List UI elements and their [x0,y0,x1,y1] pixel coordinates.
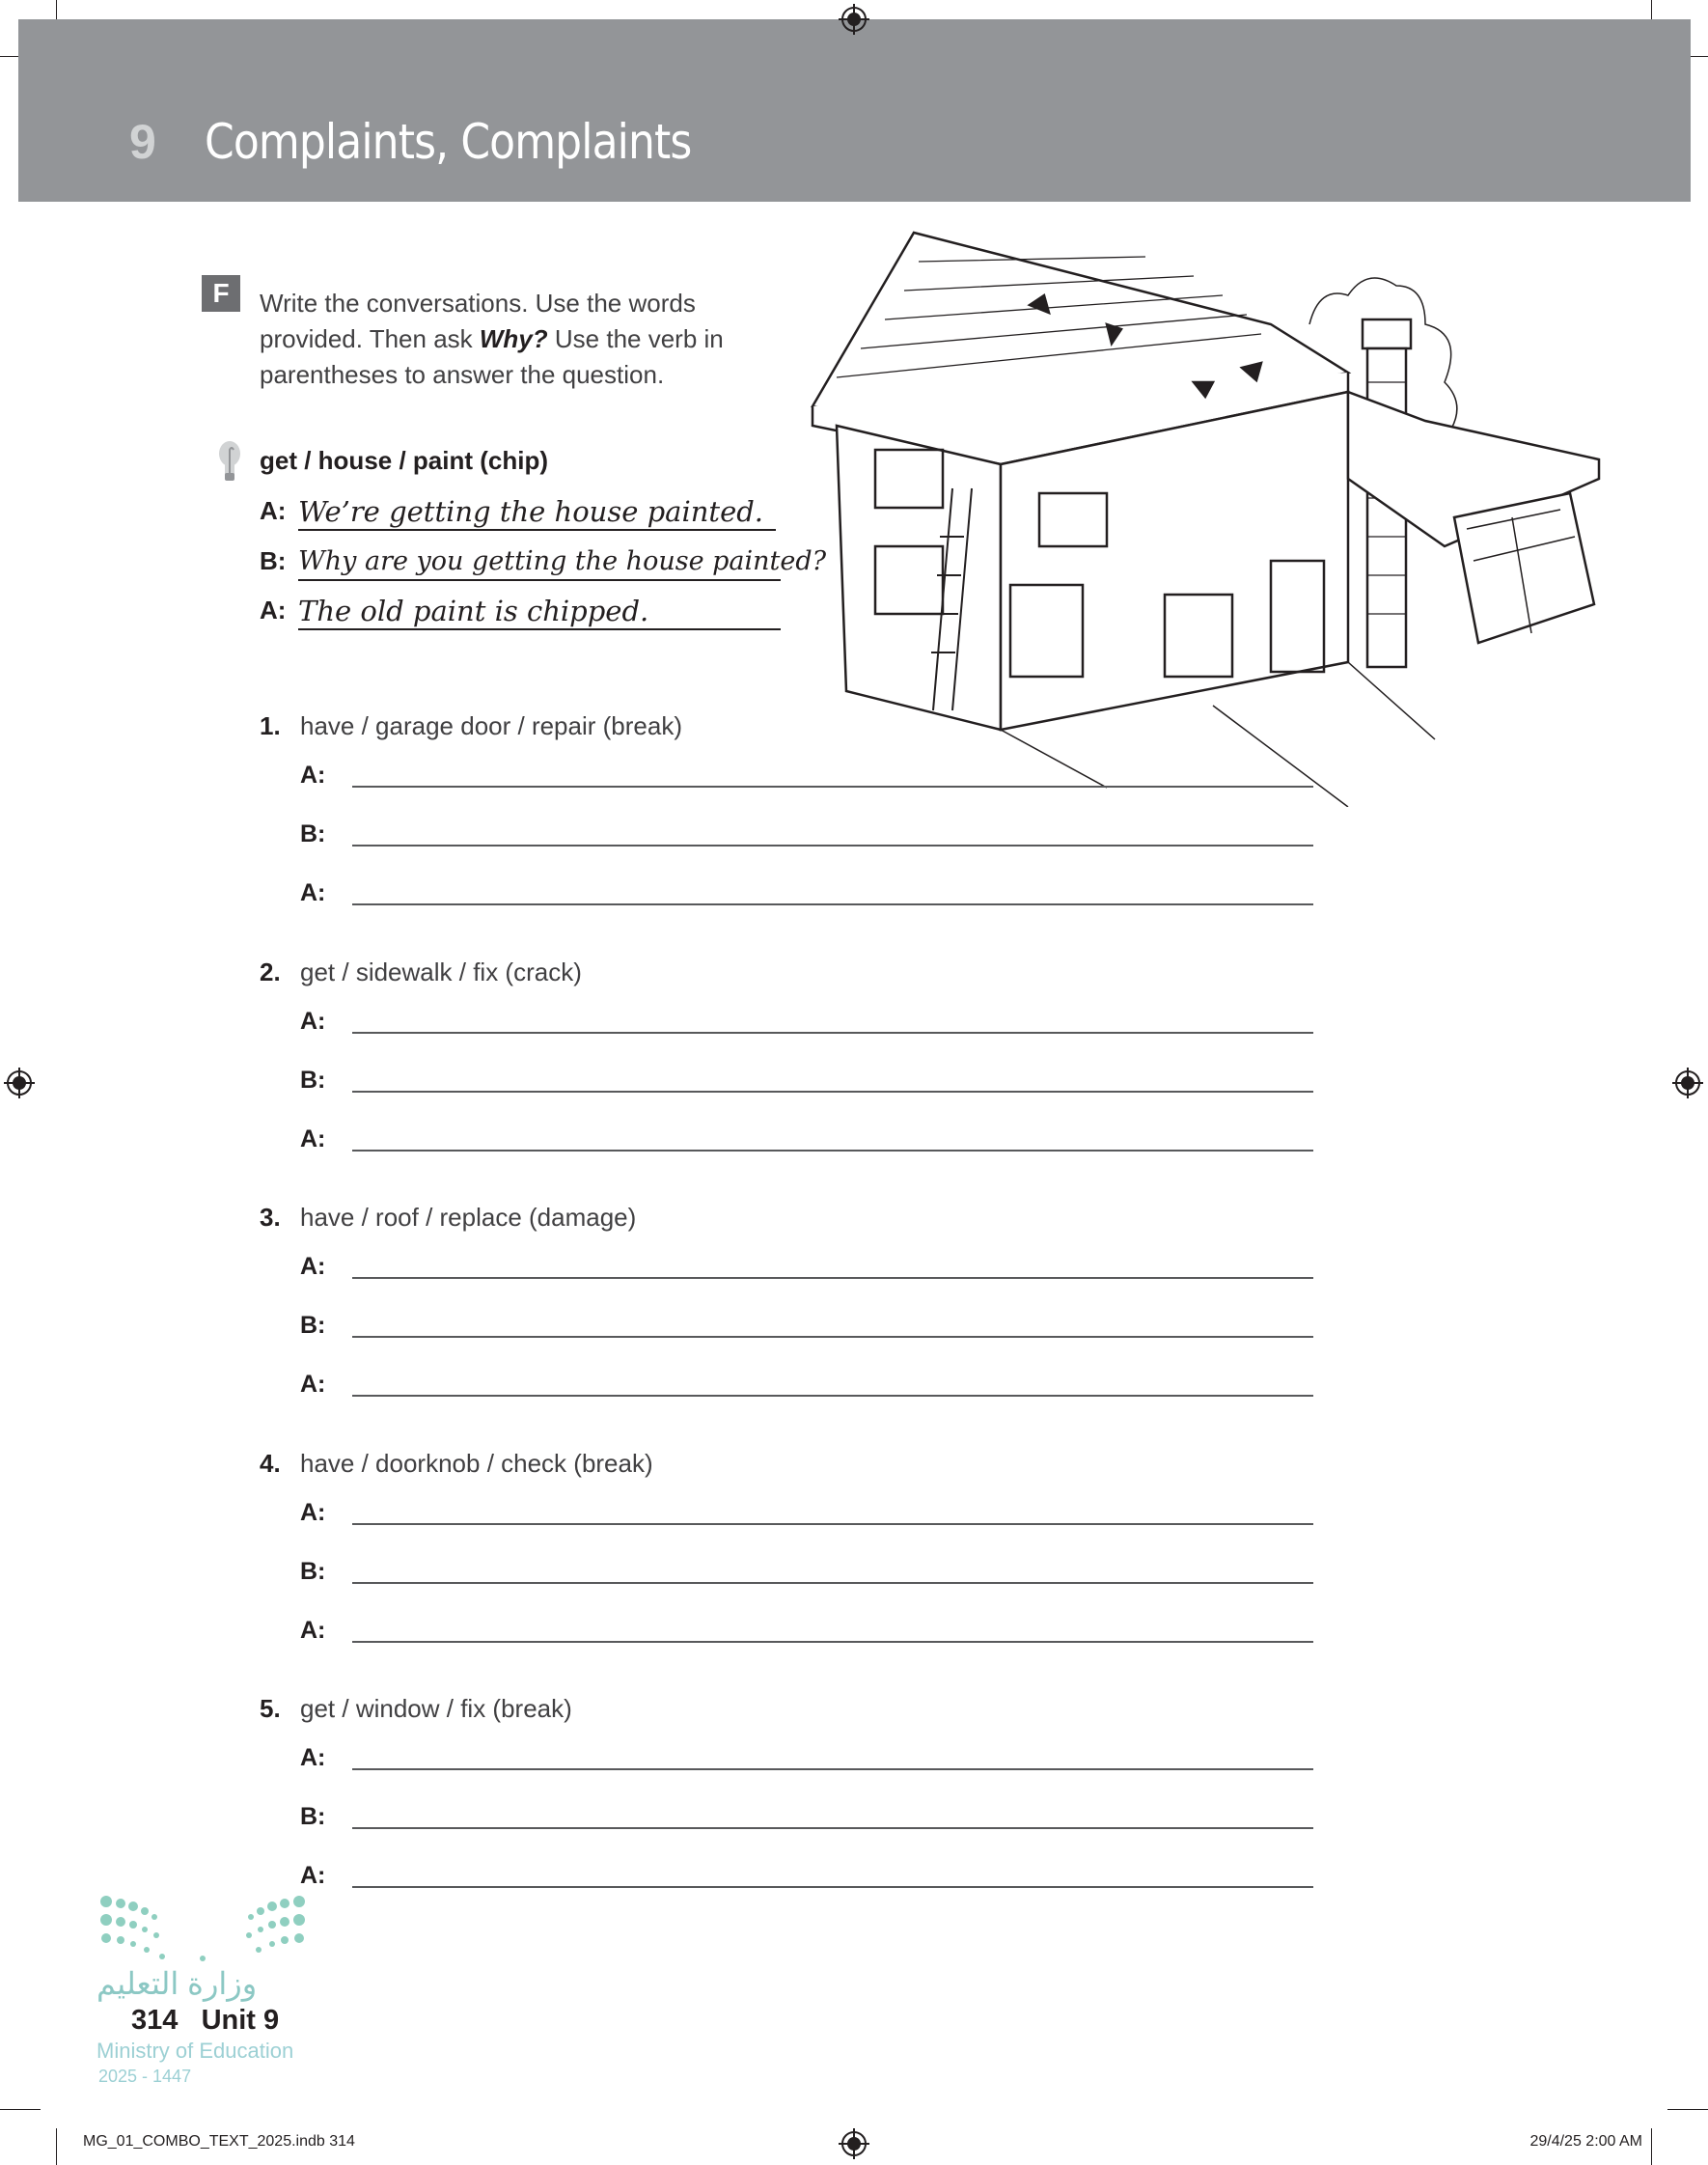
example-line [260,586,781,628]
instruction-text: Use the verb in parentheses to answer the question. [260,324,724,389]
item-prompt-text: have / doorknob / check (break) [300,1448,653,1478]
item-number: 1. [260,711,281,740]
speaker-label: B: [260,546,287,575]
speaker-label: A: [300,1744,326,1771]
slug-file: MG_01_COMBO_TEXT_2025.indb 314 [83,2133,355,2150]
logo-english-text: Ministry of Education [96,2039,294,2063]
item-prompt [260,1449,653,1478]
answer-line[interactable] [300,873,1313,911]
example-answer: The old paint is chipped. [298,594,781,630]
item-number: 3. [260,1203,281,1232]
speaker-label: B: [300,1312,326,1339]
answer-blank[interactable] [352,1336,1313,1338]
speaker-label: A: [300,879,326,906]
answer-blank[interactable] [352,1768,1313,1770]
speaker-label: A: [300,1862,326,1889]
lightbulb-icon [218,440,241,485]
answer-blank[interactable] [352,1641,1313,1643]
header-band [18,19,1691,202]
registration-mark-icon [4,1068,35,1098]
answer-blank[interactable] [352,1827,1313,1829]
crop-mark [56,2128,57,2165]
item-prompt [260,958,582,986]
answer-blank[interactable] [352,1886,1313,1888]
answer-line[interactable] [300,1737,1313,1776]
item-prompt [260,711,682,740]
speaker-label: A: [260,596,287,625]
answer-blank[interactable] [352,1582,1313,1584]
speaker-label: A: [300,762,326,789]
answer-line[interactable] [300,1610,1313,1649]
crop-mark [1651,2128,1652,2165]
answer-line[interactable] [300,814,1313,852]
answer-blank[interactable] [352,1091,1313,1093]
item-number: 2. [260,957,281,986]
speaker-label: B: [300,1066,326,1094]
example-answer: Why are you getting the house painted? [298,544,781,581]
page-title: Complaints, Complaints [205,114,692,170]
item-prompt-text: get / window / fix (break) [300,1694,572,1723]
answer-blank[interactable] [352,1032,1313,1034]
crop-mark [0,2109,41,2110]
answer-line[interactable] [300,1119,1313,1157]
item-prompt-text: have / roof / replace (damage) [300,1203,637,1232]
speaker-label: A: [300,1616,326,1644]
example-line [260,537,827,579]
answer-line[interactable] [300,1246,1313,1285]
answer-line[interactable] [300,755,1313,793]
house-illustration [808,228,1609,807]
answer-line[interactable] [300,1364,1313,1402]
unit-label: Unit 9 [201,2005,280,2036]
answer-blank[interactable] [352,1150,1313,1152]
example-answer: We’re getting the house painted. [298,494,776,531]
instruction-text: Write the conversations. Use the words provided. Then ask [260,289,696,353]
logo-arabic-text: وزارة التعليم [96,1966,258,2001]
exercise-instructions [260,286,781,393]
speaker-label: B: [300,820,326,847]
speaker-label: A: [300,1007,326,1035]
page-number: 314 [131,2005,179,2036]
item-number: 4. [260,1448,281,1478]
item-number: 5. [260,1694,281,1723]
speaker-label: A: [300,1371,326,1398]
answer-blank[interactable] [352,1395,1313,1397]
answer-line[interactable] [300,1492,1313,1531]
answer-blank[interactable] [352,1523,1313,1525]
answer-line[interactable] [300,1001,1313,1040]
answer-line[interactable] [300,1060,1313,1098]
speaker-label: A: [300,1498,326,1526]
instruction-why: Why? [479,324,548,353]
speaker-label: B: [300,1803,326,1830]
answer-blank[interactable] [352,845,1313,847]
item-prompt-text: have / garage door / repair (break) [300,711,682,740]
unit-number: 9 [129,115,156,169]
slug-date: 29/4/25 2:00 AM [1529,2133,1642,2150]
answer-blank[interactable] [352,903,1313,905]
answer-blank[interactable] [352,786,1313,788]
registration-mark-icon [1672,1068,1703,1098]
exercise-letter-badge: F [202,275,240,312]
item-prompt [260,1694,572,1723]
speaker-label: A: [300,1253,326,1280]
answer-blank[interactable] [352,1277,1313,1279]
ministry-logo-dots-icon [96,1894,309,1963]
answer-line[interactable] [300,1551,1313,1590]
crop-mark [1667,2109,1708,2110]
registration-mark-icon [839,2128,869,2159]
speaker-label: B: [300,1557,326,1585]
page-footer [131,2004,279,2037]
logo-year: 2025 - 1447 [98,2067,192,2086]
example-prompt: get / house / paint (chip) [260,446,548,475]
speaker-label: A: [260,496,287,525]
answer-line[interactable] [300,1305,1313,1344]
speaker-label: A: [300,1124,326,1152]
answer-line[interactable] [300,1796,1313,1835]
registration-mark-icon [839,4,869,35]
answer-line[interactable] [300,1855,1313,1894]
item-prompt-text: get / sidewalk / fix (crack) [300,957,582,986]
example-line [260,486,776,529]
item-prompt [260,1203,636,1232]
